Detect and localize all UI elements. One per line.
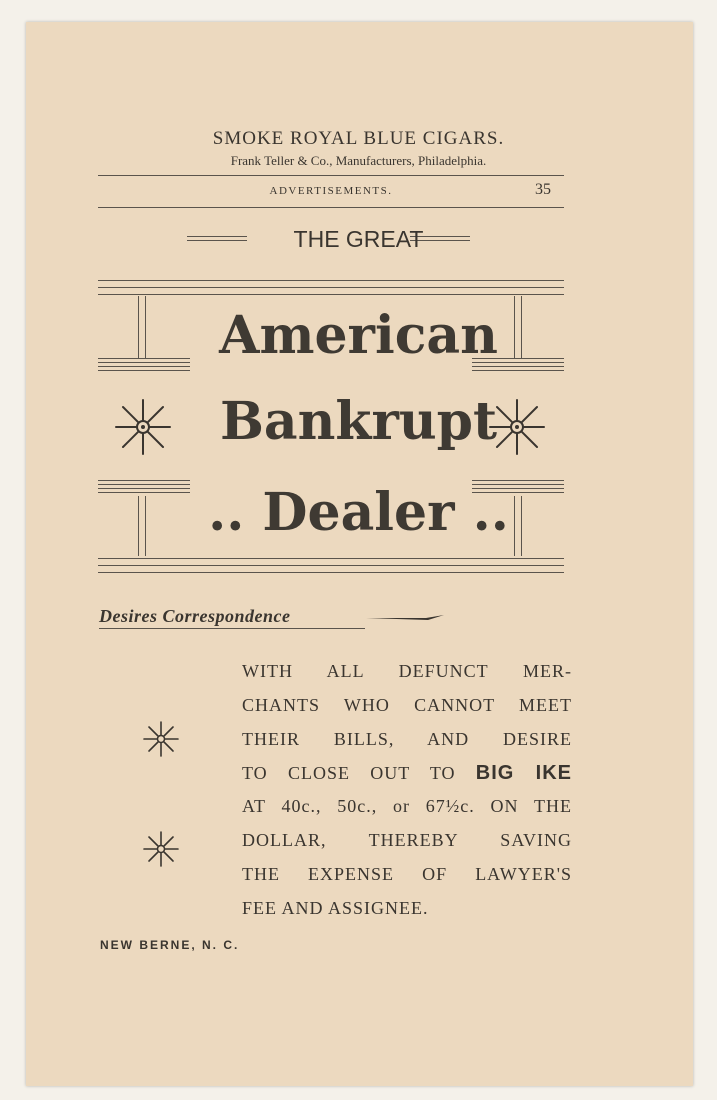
- body-line-7: THE EXPENSE OF LAWYER'S: [242, 864, 572, 884]
- headline-bankrupt: Bankrupt: [219, 391, 498, 452]
- body-line-4: [242, 762, 572, 785]
- header-subtitle: Frank Teller & Co., Manufacturers, Philadelphia.: [230, 153, 487, 168]
- running-head-section: ADVERTISEMENTS.: [269, 185, 393, 197]
- page-number: 35: [535, 181, 551, 198]
- header-title: SMOKE ROYAL BLUE CIGARS.: [212, 128, 505, 149]
- body-line-3: THEIR BILLS, AND DESIRE: [242, 729, 572, 749]
- place-line: NEW BERNE, N. C.: [100, 938, 240, 952]
- page-paper: [26, 22, 693, 1086]
- body-line-5: AT 40c., 50c., or 67½c. ON THE: [242, 796, 572, 816]
- asterisk-star-icon: [143, 721, 179, 757]
- header-rule-top: [98, 175, 564, 176]
- asterisk-star-icon: [143, 831, 179, 867]
- asterisk-star-icon: [114, 398, 172, 456]
- header-rule-bottom: [98, 207, 564, 208]
- big-ike-name: BIG IKE: [475, 762, 573, 784]
- asterisk-star-icon: [488, 398, 546, 456]
- body-line-6: DOLLAR, THEREBY SAVING: [242, 830, 572, 850]
- body-line-8: FEE AND ASSIGNEE.: [242, 898, 429, 918]
- headline-american: American: [219, 305, 498, 366]
- body-line-2: CHANTS WHO CANNOT MEET: [242, 695, 572, 715]
- kicker-text: THE GREAT: [293, 226, 424, 252]
- body-line-1: WITH ALL DEFUNCT MER-: [242, 661, 572, 681]
- subhead-underline: [99, 628, 365, 629]
- headline-dealer: .. Dealer ..: [208, 482, 509, 543]
- subhead-flourish: [366, 612, 446, 622]
- subhead-desires: Desires Correspondence: [99, 606, 291, 626]
- body-line-4-text: TO CLOSE OUT TO: [242, 763, 456, 783]
